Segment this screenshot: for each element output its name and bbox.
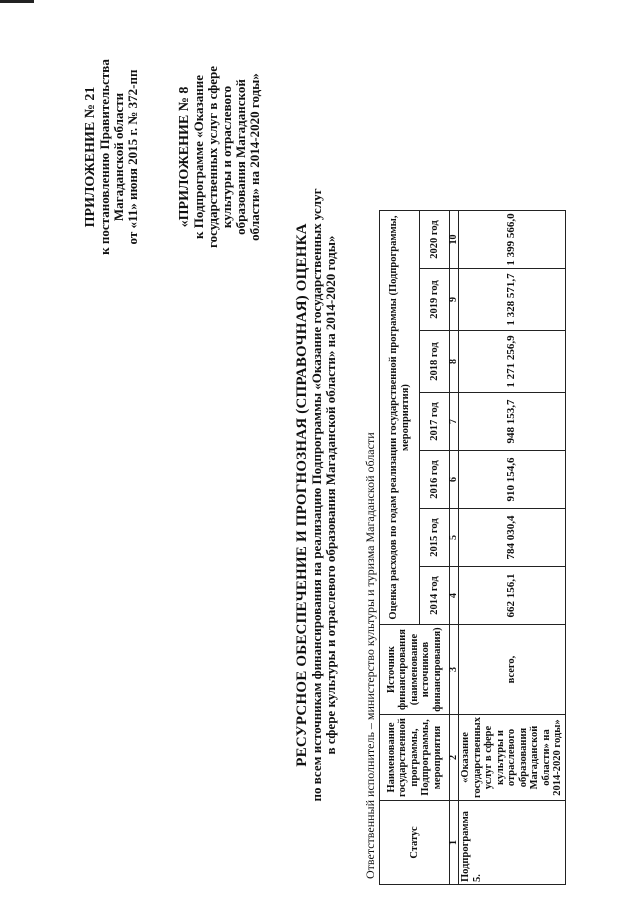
appendix-8-line: к Подпрограмме «Оказание — [191, 74, 206, 240]
header-name: Наименование государственной программы, Подпрограммы, мероприятия — [380, 715, 450, 801]
row-value: 910 154,6 — [459, 451, 566, 509]
document-title-line: в сфере культуры и отраслевого образования Магаданской области» на 2014-2020 годы» — [323, 235, 338, 755]
appendix-21-line: Магаданской области — [111, 92, 126, 222]
header-year: 2019 год — [420, 269, 450, 331]
appendix-8-line: государственных услуг в сфере — [205, 66, 220, 248]
column-number: 7 — [450, 393, 459, 451]
row-value: 1 399 566,0 — [459, 211, 566, 269]
column-number: 1 — [450, 801, 459, 885]
appendix-8-block — [178, 39, 262, 275]
document-title-line: по всем источникам финансирования на реализацию Подпрограммы «Оказание государственных услуг — [308, 188, 324, 802]
resource-table — [379, 210, 566, 885]
column-number: 2 — [450, 715, 459, 801]
appendix-8-line: образования Магаданской — [233, 79, 248, 235]
appendix-8-line: области» на 2014-2020 годы» — [247, 73, 262, 241]
header-expense-estimate: Оценка расходов по годам реализации государственной программы (Подпрограммы, мероприятия) — [380, 211, 420, 625]
column-number: 5 — [450, 509, 459, 567]
column-number: 4 — [450, 567, 459, 625]
document-title-main: РЕСУРСНОЕ ОБЕСПЕЧЕНИЕ И ПРОГНОЗНАЯ (СПРАВОЧНАЯ) ОЦЕНКА — [294, 223, 310, 767]
header-year: 2015 год — [420, 509, 450, 567]
table-row — [459, 211, 566, 885]
header-year: 2017 год — [420, 393, 450, 451]
row-funding-source: всего, — [459, 625, 566, 715]
row-status: Подпрограмма 5. — [459, 801, 566, 885]
header-status: Статус — [380, 801, 450, 885]
header-year: 2018 год — [420, 331, 450, 393]
appendix-21-block — [84, 41, 140, 273]
appendix-21-line: от «11» июня 2015 г. № 372-пп — [125, 69, 140, 245]
column-number: 6 — [450, 451, 459, 509]
row-value: 1 271 256,9 — [459, 331, 566, 393]
appendix-8-line: культуры и отраслевого — [219, 85, 234, 229]
column-number: 9 — [450, 269, 459, 331]
responsible-executor: Ответственный исполнитель – министерство культуры и туризма Магаданской области — [363, 432, 377, 879]
header-source: Источник финансирования (наименование источников финансирования) — [380, 625, 450, 715]
appendix-21-title: ПРИЛОЖЕНИЕ № 21 — [83, 86, 98, 228]
row-subprogram-name: «Оказание государственных услуг в сфере культуры и отраслевого образования Магаданской области» на 2014-2020 годы» — [459, 715, 566, 801]
header-year: 2020 год — [420, 211, 450, 269]
column-number: 3 — [450, 625, 459, 715]
header-year: 2014 год — [420, 567, 450, 625]
column-number: 8 — [450, 331, 459, 393]
header-year: 2016 год — [420, 451, 450, 509]
column-number: 10 — [450, 211, 459, 269]
appendix-21-line: к постановлению Правительства — [97, 59, 112, 255]
row-value: 784 030,4 — [459, 509, 566, 567]
document-title — [295, 175, 339, 815]
row-value: 948 153,7 — [459, 393, 566, 451]
appendix-8-title: «ПРИЛОЖЕНИЕ № 8 — [177, 86, 192, 228]
row-value: 1 328 571,7 — [459, 269, 566, 331]
row-value: 662 156,1 — [459, 567, 566, 625]
